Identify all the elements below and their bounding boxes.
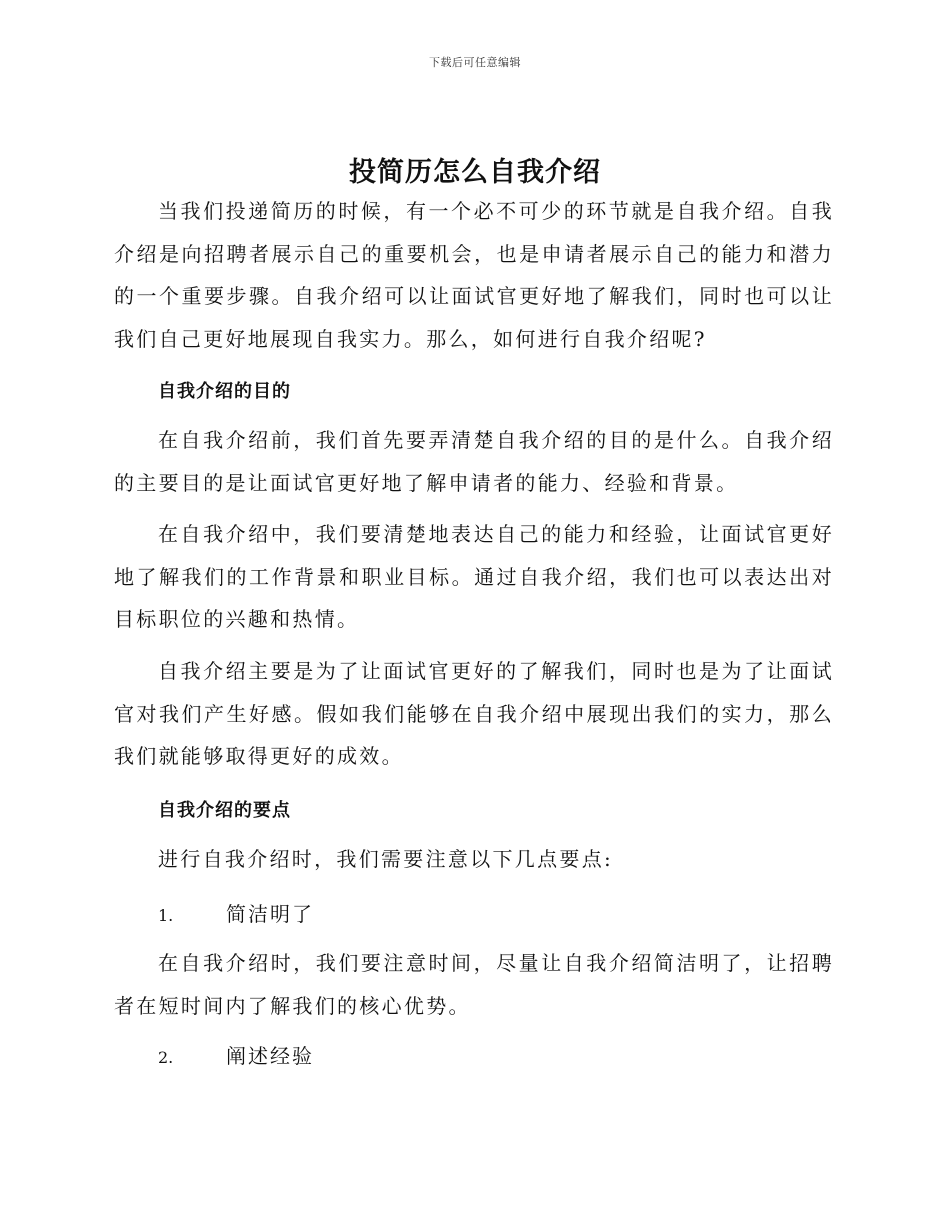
section-heading-purpose: 自我介绍的目的: [158, 381, 291, 402]
intro-paragraph: 当我们投递简历的时候，有一个必不可少的环节就是自我介绍。自我介绍是向招聘者展示自己的重要机会，也是申请者展示自己的能力和潜力的一个重要步骤。自我介绍可以让面试官更好地了解我们，同时也可以让我们自己更好地展现自我实力。那么，如何进行自我介绍呢?: [114, 199, 834, 351]
purpose-paragraph-1: 在自我介绍前，我们首先要弄清楚自我介绍的目的是什么。自我介绍的主要目的是让面试官更好地了解申请者的能力、经验和背景。: [114, 428, 834, 495]
header-note: 下载后可任意编辑: [429, 56, 521, 69]
list-item-number: 1.: [158, 906, 174, 925]
purpose-paragraph-2: 在自我介绍中，我们要清楚地表达自己的能力和经验，让面试官更好地了解我们的工作背景和职业目标。通过自我介绍，我们也可以表达出对目标职位的兴趣和热情。: [114, 522, 834, 631]
list-item-1: [158, 898, 314, 927]
list-item-number: 2.: [158, 1048, 174, 1067]
purpose-paragraph-3: 自我介绍主要是为了让面试官更好的了解我们，同时也是为了让面试官对我们产生好感。假如我们能够在自我介绍中展现出我们的实力，那么我们就能够取得更好的成效。: [114, 659, 834, 768]
list-item-title: 简洁明了: [226, 902, 314, 926]
document-title: 投简历怎么自我介绍: [349, 157, 601, 188]
section-heading-key-points: 自我介绍的要点: [158, 800, 291, 821]
key-points-lead: 进行自我介绍时，我们需要注意以下几点要点:: [158, 847, 614, 871]
list-item-2: [158, 1040, 314, 1069]
list-item-1-body: 在自我介绍时，我们要注意时间，尽量让自我介绍简洁明了，让招聘者在短时间内了解我们的核心优势。: [114, 951, 834, 1018]
list-item-title: 阐述经验: [226, 1044, 314, 1068]
